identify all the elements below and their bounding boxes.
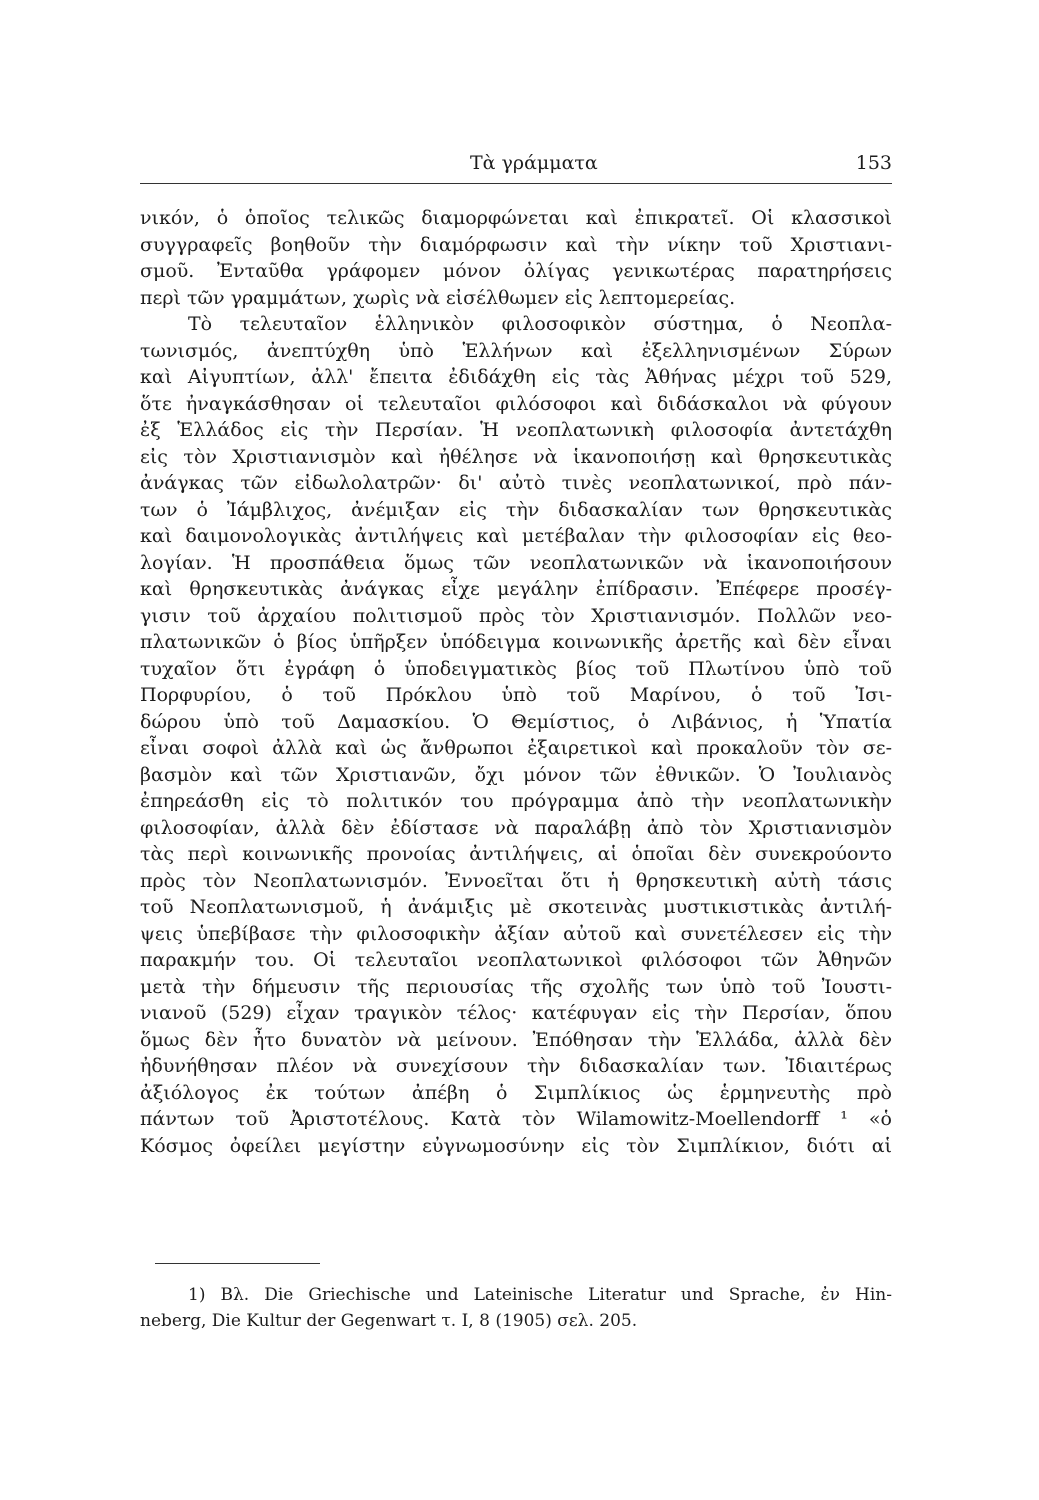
text-line: τὰς περὶ κοινωνικῆς προνοίας ἀντιλήψεις, αἱ ὁποῖαι δὲν συνεκρούοντο bbox=[140, 843, 892, 865]
text-line: Τὸ τελευταῖον ἑλληνικὸν φιλοσοφικὸν σύστημα, ὁ Νεοπλα- bbox=[188, 313, 892, 335]
text-line: γισιν τοῦ ἀρχαίου πολιτισμοῦ πρὸς τὸν Χριστιανισμόν. Πολλῶν νεο- bbox=[140, 604, 892, 627]
text-line: Κόσμος ὀφείλει μεγίστην εὐγνωμοσύνην εἰς τὸν Σιμπλίκιον, διότι αἱ bbox=[140, 1134, 892, 1157]
text-line: μετὰ τὴν δήμευσιν τῆς περιουσίας τῆς σχολῆς των ὑπὸ τοῦ Ἰουστι- bbox=[140, 975, 892, 998]
footnotes bbox=[140, 1282, 892, 1334]
text-line: παρακμήν του. Οἱ τελευταῖοι νεοπλατωνικοὶ φιλόσοφοι τῶν Ἀθηνῶν bbox=[140, 949, 892, 971]
text-line: ἀνάγκας τῶν εἰδωλολατρῶν· δι' αὐτὸ τινὲς νεοπλατωνικοί, πρὸ πάν- bbox=[140, 472, 892, 494]
body-text bbox=[140, 205, 892, 1159]
footnote-line: neberg, Die Kultur der Gegenwart τ. I, 8 (1905) σελ. 205. bbox=[140, 1311, 638, 1331]
text-line: νικόν, ὁ ὁποῖος τελικῶς διαμορφώνεται καὶ ἐπικρατεῖ. Οἱ κλασσικοὶ bbox=[140, 207, 892, 229]
text-line: ὅμως δὲν ἦτο δυνατὸν νὰ μείνουν. Ἐπόθησαν τὴν Ἑλλάδα, ἀλλὰ δὲν bbox=[140, 1028, 892, 1051]
header-rule bbox=[140, 183, 892, 184]
text-line: ἀξιόλογος ἐκ τούτων ἀπέβη ὁ Σιμπλίκιος ὡς ἑρμηνευτὴς πρὸ bbox=[140, 1081, 892, 1104]
text-line: τυχαῖον ὅτι ἐγράφη ὁ ὑποδειγματικὸς βίος τοῦ Πλωτίνου ὑπὸ τοῦ bbox=[140, 657, 892, 680]
text-line: Πορφυρίου, ὁ τοῦ Πρόκλου ὑπὸ τοῦ Μαρίνου, ὁ τοῦ Ἰσι- bbox=[140, 684, 892, 706]
text-line: ψεις ὑπεβίβασε τὴν φιλοσοφικὴν ἀξίαν αὐτοῦ καὶ συνετέλεσεν εἰς τὴν bbox=[140, 922, 892, 945]
text-line: καὶ δαιμονολογικὰς ἀντιλήψεις καὶ μετέβαλαν τὴν φιλοσοφίαν εἰς θεο- bbox=[140, 525, 892, 547]
text-line: ὅτε ἠναγκάσθησαν οἱ τελευταῖοι φιλόσοφοι καὶ διδάσκαλοι νὰ φύγουν bbox=[140, 392, 892, 415]
text-line: περὶ τῶν γραμμάτων, χωρὶς νὰ εἰσέλθωμεν εἰς λεπτομερείας. bbox=[140, 286, 736, 309]
text-line: ἐπηρεάσθη εἰς τὸ πολιτικόν του πρόγραμμα ἀπὸ τὴν νεοπλατωνικὴν bbox=[140, 790, 892, 812]
text-line: ἐξ Ἑλλάδος εἰς τὴν Περσίαν. Ἡ νεοπλατωνικὴ φιλοσοφία ἀντετάχθη bbox=[140, 419, 892, 441]
text-line: εἶναι σοφοὶ ἀλλὰ καὶ ὡς ἄνθρωποι ἐξαιρετικοὶ καὶ προκαλοῦν τὸν σε- bbox=[140, 737, 892, 759]
page-number: 153 bbox=[855, 152, 892, 174]
text-line: λογίαν. Ἡ προσπάθεια ὅμως τῶν νεοπλατωνικῶν νὰ ἱκανοποιήσουν bbox=[140, 551, 892, 574]
page-header bbox=[140, 152, 892, 178]
text-line: τωνισμός, ἀνεπτύχθη ὑπὸ Ἑλλήνων καὶ ἐξελληνισμένων Σύρων bbox=[140, 339, 892, 362]
text-line: φιλοσοφίαν, ἀλλὰ δὲν ἐδίστασε νὰ παραλάβῃ ἀπὸ τὸν Χριστιανισμὸν bbox=[140, 816, 892, 839]
text-line: δώρου ὑπὸ τοῦ Δαμασκίου. Ὁ Θεμίστιος, ὁ Λιβάνιος, ἡ Ὑπατία bbox=[140, 710, 892, 733]
footnote-rule bbox=[155, 1263, 320, 1264]
text-line: ἠδυνήθησαν πλέον νὰ συνεχίσουν τὴν διδασκαλίαν των. Ἰδιαιτέρως bbox=[140, 1055, 892, 1077]
text-line: καὶ Αἰγυπτίων, ἀλλ' ἔπειτα ἐδιδάχθη εἰς τὰς Ἀθήνας μέχρι τοῦ 529, bbox=[140, 366, 892, 388]
text-line: σμοῦ. Ἐνταῦθα γράφομεν μόνον ὀλίγας γενικωτέρας παρατηρήσεις bbox=[140, 260, 892, 282]
footnote-line: 1) Βλ. Die Griechische und Lateinische Literatur und Sprache, ἐν Hin- bbox=[188, 1285, 892, 1305]
text-line: νιανοῦ (529) εἶχαν τραγικὸν τέλος· κατέφυγαν εἰς τὴν Περσίαν, ὅπου bbox=[140, 1002, 892, 1024]
text-line: πρὸς τὸν Νεοπλατωνισμόν. Ἐννοεῖται ὅτι ἡ θρησκευτικὴ αὐτὴ τάσις bbox=[140, 869, 892, 892]
text-line: τοῦ Νεοπλατωνισμοῦ, ἡ ἀνάμιξις μὲ σκοτεινὰς μυστικιστικὰς ἀντιλή- bbox=[140, 896, 892, 918]
text-line: πάντων τοῦ Ἀριστοτέλους. Κατὰ τὸν Wilamowitz-Moellendorff ¹ «ὁ bbox=[140, 1108, 892, 1130]
text-line: βασμὸν καὶ τῶν Χριστιανῶν, ὄχι μόνον τῶν ἐθνικῶν. Ὁ Ἰουλιανὸς bbox=[140, 763, 892, 786]
running-title: Τὰ γράμματα bbox=[470, 152, 598, 174]
text-line: εἰς τὸν Χριστιανισμὸν καὶ ἠθέλησε νὰ ἱκανοποιήσῃ καὶ θρησκευτικὰς bbox=[140, 445, 892, 468]
text-line: πλατωνικῶν ὁ βίος ὑπῆρξεν ὑπόδειγμα κοινωνικῆς ἀρετῆς καὶ δὲν εἶναι bbox=[140, 631, 892, 653]
text-line: συγγραφεῖς βοηθοῦν τὴν διαμόρφωσιν καὶ τὴν νίκην τοῦ Χριστιανι- bbox=[140, 233, 892, 256]
text-line: των ὁ Ἰάμβλιχος, ἀνέμιξαν εἰς τὴν διδασκαλίαν των θρησκευτικὰς bbox=[140, 498, 892, 521]
text-line: καὶ θρησκευτικὰς ἀνάγκας εἶχε μεγάλην ἐπίδρασιν. Ἐπέφερε προσέγ- bbox=[140, 578, 892, 600]
